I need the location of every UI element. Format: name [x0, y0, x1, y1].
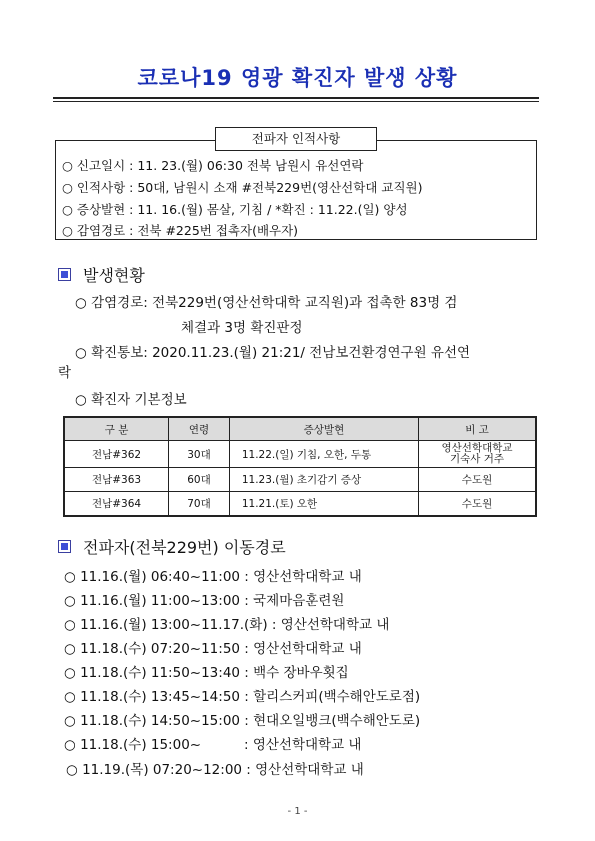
section-heading-route-text: 전파자(전북229번) 이동경로: [83, 538, 286, 557]
route-item: ○ 11.18.(수) 11:50~13:40 : 백수 장바우횟집: [64, 665, 349, 681]
route-item: ○ 11.18.(수) 07:20~11:50 : 영산선학대학교 내: [64, 641, 362, 657]
patient-table: [63, 416, 537, 517]
cell-symptom: 11.23.(월) 초기감기 증상: [229, 468, 418, 492]
cell-note: 수도원: [419, 492, 536, 517]
cell-note: [419, 441, 536, 468]
source-line-symptom: ○ 증상발현 : 11. 16.(월) 몸살, 기침 / *확진 : 11.22.(일) 양성: [62, 202, 408, 217]
route-item: ○ 11.16.(월) 13:00~11.17.(화) : 영산선학대학교 내: [64, 617, 390, 633]
cell-id: 전남#364: [64, 492, 169, 517]
table-row: [64, 492, 536, 517]
source-line-route: ○ 감염경로 : 전북 #225번 접촉자(배우자): [62, 223, 299, 238]
infection-route-line2: 체결과 3명 확진판정: [181, 320, 303, 336]
route-item: ○ 11.18.(수) 13:45~14:50 : 할리스커피(백수해안도로점): [64, 689, 421, 705]
source-line-report: ○ 신고일시 : 11. 23.(월) 06:30 전북 남원시 유선연락: [62, 158, 364, 173]
page-title: 코로나19 영광 확진자 발생 상황: [137, 66, 458, 90]
header-symptom: 증상발현: [229, 417, 418, 441]
cell-symptom: 11.22.(일) 기침, 오한, 두통: [229, 441, 418, 468]
notice-line1: ○ 확진통보: 2020.11.23.(월) 21:21/ 전남보건환경연구원 유선연: [75, 345, 471, 361]
bullet-square-icon: [58, 540, 71, 553]
infection-route-line1: ○ 감염경로: 전북229번(영산선학대학 교직원)과 접촉한 83명 검: [75, 295, 458, 311]
cell-id: 전남#362: [64, 441, 169, 468]
title-underline: [53, 97, 539, 99]
section-heading-route: [58, 535, 286, 558]
route-item: ○ 11.18.(수) 14:50~15:00 : 현대오일뱅크(백수해안도로): [64, 713, 421, 729]
cell-age: 60대: [169, 468, 230, 492]
header-category: 구 분: [64, 417, 169, 441]
cell-age: 30대: [169, 441, 230, 468]
header-note: 비 고: [419, 417, 536, 441]
title-underline-thin: [53, 101, 539, 102]
page-number: - 1 -: [287, 806, 308, 817]
cell-note-line2: 기숙사 거주: [449, 453, 505, 465]
route-item: ○ 11.18.(수) 15:00~ : 영산선학대학교 내: [64, 737, 362, 753]
section-heading-status: [58, 263, 145, 286]
section-heading-status-text: 발생현황: [83, 266, 145, 285]
basic-info-label: ○ 확진자 기본정보: [75, 392, 187, 408]
route-item: ○ 11.16.(월) 06:40~11:00 : 영산선학대학교 내: [64, 569, 362, 585]
cell-note-line1: 영산선학대학교: [441, 442, 513, 454]
bullet-square-icon: [58, 268, 71, 281]
route-item: ○ 11.19.(목) 07:20~12:00 : 영산선학대학교 내: [66, 762, 364, 778]
table-header-row: [64, 417, 536, 441]
table-row: [64, 441, 536, 468]
header-age: 연령: [169, 417, 230, 441]
cell-note: 수도원: [419, 468, 536, 492]
source-info-tab: 전파자 인적사항: [215, 127, 377, 151]
route-item: ○ 11.16.(월) 11:00~13:00 : 국제마음훈련원: [64, 593, 345, 609]
table-row: [64, 468, 536, 492]
cell-age: 70대: [169, 492, 230, 517]
cell-id: 전남#363: [64, 468, 169, 492]
notice-line2: 락: [58, 365, 72, 381]
cell-symptom: 11.21.(토) 오한: [229, 492, 418, 517]
source-line-identity: ○ 인적사항 : 50대, 남원시 소재 #전북229번(영산선학대 교직원): [62, 180, 423, 195]
